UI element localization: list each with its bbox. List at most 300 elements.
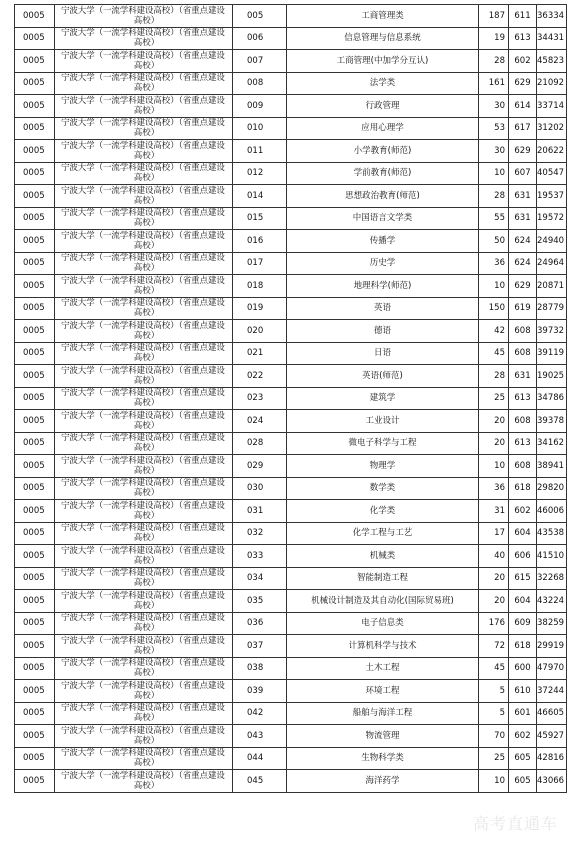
- school-name-cell: [55, 590, 233, 613]
- school-name-line1: 宁波大学（一流学科建设高校）（省重点建设: [61, 478, 225, 489]
- school-code-cell: 0005: [15, 432, 55, 455]
- table-row: [15, 635, 567, 658]
- min-score-cell: 605: [509, 747, 537, 770]
- school-name-line2: 高校）: [133, 398, 160, 409]
- table-row: [15, 545, 567, 568]
- school-name-line1: 宁波大学（一流学科建设高校）（省重点建设: [61, 433, 225, 444]
- school-code-cell: 0005: [15, 387, 55, 410]
- min-score-cell: 604: [509, 522, 537, 545]
- major-name-cell: 法学类: [287, 72, 479, 95]
- school-name-line1: 宁波大学（一流学科建设高校）（省重点建设: [61, 613, 225, 624]
- major-name-cell: 船舶与海洋工程: [287, 702, 479, 725]
- min-score-cell: 631: [509, 365, 537, 388]
- table-row: [15, 162, 567, 185]
- school-name-line1: 宁波大学（一流学科建设高校）（省重点建设: [61, 635, 225, 646]
- school-name-line2: 高校）: [133, 240, 160, 251]
- major-name-cell: 应用心理学: [287, 117, 479, 140]
- school-name-cell: [55, 162, 233, 185]
- major-code-cell: 015: [233, 207, 287, 230]
- school-name-line2: 高校）: [133, 645, 160, 656]
- table-row: [15, 117, 567, 140]
- school-name-cell: [55, 275, 233, 298]
- school-name-line2: 高校）: [133, 713, 160, 724]
- major-code-cell: 020: [233, 320, 287, 343]
- major-name-cell: 德语: [287, 320, 479, 343]
- table-row: [15, 680, 567, 703]
- plan-count-cell: 45: [479, 342, 509, 365]
- school-name-line2: 高校）: [133, 353, 160, 364]
- school-code-cell: 0005: [15, 185, 55, 208]
- major-code-cell: 012: [233, 162, 287, 185]
- school-name-line1: 宁波大学（一流学科建设高校）（省重点建设: [61, 658, 225, 669]
- plan-count-cell: 20: [479, 567, 509, 590]
- min-score-cell: 613: [509, 387, 537, 410]
- min-score-cell: 631: [509, 207, 537, 230]
- school-name-line1: 宁波大学（一流学科建设高校）（省重点建设: [61, 523, 225, 534]
- school-name-line2: 高校）: [133, 623, 160, 634]
- school-code-cell: 0005: [15, 252, 55, 275]
- major-name-cell: 化学工程与工艺: [287, 522, 479, 545]
- major-name-cell: 信息管理与信息系统: [287, 27, 479, 50]
- min-rank-cell: 28779: [537, 297, 567, 320]
- plan-count-cell: 150: [479, 297, 509, 320]
- major-name-cell: 土木工程: [287, 657, 479, 680]
- major-name-cell: 生物科学类: [287, 747, 479, 770]
- school-name-cell: [55, 477, 233, 500]
- table-row: [15, 207, 567, 230]
- school-name-line1: 宁波大学（一流学科建设高校）（省重点建设: [61, 275, 225, 286]
- major-code-cell: 014: [233, 185, 287, 208]
- table-row: [15, 657, 567, 680]
- major-code-cell: 039: [233, 680, 287, 703]
- min-score-cell: 602: [509, 50, 537, 73]
- table-row: [15, 27, 567, 50]
- school-name-line1: 宁波大学（一流学科建设高校）（省重点建设: [61, 680, 225, 691]
- major-code-cell: 030: [233, 477, 287, 500]
- school-name-line1: 宁波大学（一流学科建设高校）（省重点建设: [61, 185, 225, 196]
- table-row: [15, 50, 567, 73]
- min-rank-cell: 20871: [537, 275, 567, 298]
- min-score-cell: 608: [509, 410, 537, 433]
- plan-count-cell: 45: [479, 657, 509, 680]
- school-name-line2: 高校）: [133, 38, 160, 49]
- school-name-line2: 高校）: [133, 15, 160, 26]
- school-name-line1: 宁波大学（一流学科建设高校）（省重点建设: [61, 725, 225, 736]
- major-name-cell: 物流管理: [287, 725, 479, 748]
- school-name-line2: 高校）: [133, 555, 160, 566]
- major-code-cell: 034: [233, 567, 287, 590]
- plan-count-cell: 28: [479, 185, 509, 208]
- school-code-cell: 0005: [15, 365, 55, 388]
- school-name-line2: 高校）: [133, 308, 160, 319]
- school-name-line2: 高校）: [133, 780, 160, 791]
- plan-count-cell: 20: [479, 590, 509, 613]
- school-name-cell: [55, 117, 233, 140]
- min-rank-cell: 39732: [537, 320, 567, 343]
- school-code-cell: 0005: [15, 702, 55, 725]
- school-code-cell: 0005: [15, 72, 55, 95]
- school-name-line1: 宁波大学（一流学科建设高校）（省重点建设: [61, 568, 225, 579]
- school-name-line1: 宁波大学（一流学科建设高校）（省重点建设: [61, 73, 225, 84]
- plan-count-cell: 17: [479, 522, 509, 545]
- major-name-cell: 数学类: [287, 477, 479, 500]
- school-name-cell: [55, 657, 233, 680]
- school-code-cell: 0005: [15, 95, 55, 118]
- major-name-cell: 环境工程: [287, 680, 479, 703]
- school-code-cell: 0005: [15, 612, 55, 635]
- school-code-cell: 0005: [15, 230, 55, 253]
- plan-count-cell: 55: [479, 207, 509, 230]
- table-row: [15, 185, 567, 208]
- school-name-line2: 高校）: [133, 533, 160, 544]
- min-score-cell: 614: [509, 95, 537, 118]
- major-code-cell: 019: [233, 297, 287, 320]
- table-row: [15, 72, 567, 95]
- plan-count-cell: 72: [479, 635, 509, 658]
- plan-count-cell: 36: [479, 252, 509, 275]
- major-code-cell: 006: [233, 27, 287, 50]
- school-name-cell: [55, 230, 233, 253]
- school-code-cell: 0005: [15, 590, 55, 613]
- school-name-cell: [55, 342, 233, 365]
- table-row: [15, 567, 567, 590]
- major-name-cell: 电子信息类: [287, 612, 479, 635]
- min-rank-cell: 21092: [537, 72, 567, 95]
- min-score-cell: 618: [509, 477, 537, 500]
- table-row: [15, 477, 567, 500]
- school-name-line2: 高校）: [133, 488, 160, 499]
- school-name-line2: 高校）: [133, 150, 160, 161]
- min-score-cell: 611: [509, 5, 537, 28]
- major-name-cell: 物理学: [287, 455, 479, 478]
- school-name-line2: 高校）: [133, 173, 160, 184]
- min-score-cell: 608: [509, 342, 537, 365]
- school-name-line2: 高校）: [133, 668, 160, 679]
- min-rank-cell: 19025: [537, 365, 567, 388]
- min-rank-cell: 43066: [537, 770, 567, 793]
- plan-count-cell: 5: [479, 680, 509, 703]
- major-code-cell: 038: [233, 657, 287, 680]
- min-score-cell: 610: [509, 680, 537, 703]
- school-name-line2: 高校）: [133, 690, 160, 701]
- school-name-cell: [55, 387, 233, 410]
- major-code-cell: 037: [233, 635, 287, 658]
- min-rank-cell: 47970: [537, 657, 567, 680]
- school-name-line1: 宁波大学（一流学科建设高校）（省重点建设: [61, 230, 225, 241]
- school-name-line2: 高校）: [133, 263, 160, 274]
- school-name-cell: [55, 297, 233, 320]
- min-score-cell: 618: [509, 635, 537, 658]
- school-name-line2: 高校）: [133, 375, 160, 386]
- school-name-line2: 高校）: [133, 195, 160, 206]
- plan-count-cell: 50: [479, 230, 509, 253]
- school-code-cell: 0005: [15, 275, 55, 298]
- major-code-cell: 011: [233, 140, 287, 163]
- school-code-cell: 0005: [15, 770, 55, 793]
- table-row: [15, 455, 567, 478]
- plan-count-cell: 40: [479, 545, 509, 568]
- school-name-line1: 宁波大学（一流学科建设高校）（省重点建设: [61, 500, 225, 511]
- plan-count-cell: 161: [479, 72, 509, 95]
- min-rank-cell: 32268: [537, 567, 567, 590]
- min-rank-cell: 41510: [537, 545, 567, 568]
- major-name-cell: 建筑学: [287, 387, 479, 410]
- table-body: [15, 5, 567, 793]
- school-code-cell: 0005: [15, 117, 55, 140]
- table-row: [15, 5, 567, 28]
- major-code-cell: 045: [233, 770, 287, 793]
- school-name-line2: 高校）: [133, 600, 160, 611]
- min-score-cell: 613: [509, 432, 537, 455]
- school-code-cell: 0005: [15, 50, 55, 73]
- school-name-cell: [55, 72, 233, 95]
- school-name-cell: [55, 95, 233, 118]
- major-code-cell: 017: [233, 252, 287, 275]
- school-name-cell: [55, 545, 233, 568]
- school-name-line2: 高校）: [133, 578, 160, 589]
- table-row: [15, 500, 567, 523]
- school-name-cell: [55, 567, 233, 590]
- school-name-line1: 宁波大学（一流学科建设高校）（省重点建设: [61, 388, 225, 399]
- school-name-cell: [55, 207, 233, 230]
- school-name-line2: 高校）: [133, 443, 160, 454]
- school-code-cell: 0005: [15, 635, 55, 658]
- major-code-cell: 028: [233, 432, 287, 455]
- school-name-cell: [55, 50, 233, 73]
- min-rank-cell: 29919: [537, 635, 567, 658]
- school-name-line1: 宁波大学（一流学科建设高校）（省重点建设: [61, 28, 225, 39]
- school-code-cell: 0005: [15, 657, 55, 680]
- min-rank-cell: 42816: [537, 747, 567, 770]
- school-name-cell: [55, 432, 233, 455]
- min-score-cell: 609: [509, 612, 537, 635]
- min-rank-cell: 19572: [537, 207, 567, 230]
- min-score-cell: 604: [509, 590, 537, 613]
- school-name-cell: [55, 725, 233, 748]
- min-score-cell: 602: [509, 725, 537, 748]
- major-name-cell: 微电子科学与工程: [287, 432, 479, 455]
- school-name-line2: 高校）: [133, 758, 160, 769]
- major-name-cell: 智能制造工程: [287, 567, 479, 590]
- min-score-cell: 607: [509, 162, 537, 185]
- min-rank-cell: 24940: [537, 230, 567, 253]
- school-name-line1: 宁波大学（一流学科建设高校）（省重点建设: [61, 770, 225, 781]
- school-name-cell: [55, 140, 233, 163]
- table-row: [15, 342, 567, 365]
- min-rank-cell: 38941: [537, 455, 567, 478]
- min-score-cell: 619: [509, 297, 537, 320]
- min-score-cell: 613: [509, 27, 537, 50]
- school-name-cell: [55, 365, 233, 388]
- min-rank-cell: 39378: [537, 410, 567, 433]
- major-code-cell: 032: [233, 522, 287, 545]
- min-score-cell: 606: [509, 545, 537, 568]
- school-name-cell: [55, 770, 233, 793]
- table-row: [15, 320, 567, 343]
- min-rank-cell: 24964: [537, 252, 567, 275]
- school-name-line1: 宁波大学（一流学科建设高校）（省重点建设: [61, 118, 225, 129]
- school-code-cell: 0005: [15, 500, 55, 523]
- major-name-cell: 中国语言文学类: [287, 207, 479, 230]
- major-name-cell: 历史学: [287, 252, 479, 275]
- major-code-cell: 024: [233, 410, 287, 433]
- school-name-cell: [55, 612, 233, 635]
- school-name-cell: [55, 680, 233, 703]
- school-name-line1: 宁波大学（一流学科建设高校）（省重点建设: [61, 253, 225, 264]
- plan-count-cell: 176: [479, 612, 509, 635]
- school-name-line2: 高校）: [133, 420, 160, 431]
- school-name-line1: 宁波大学（一流学科建设高校）（省重点建设: [61, 343, 225, 354]
- plan-count-cell: 28: [479, 50, 509, 73]
- major-code-cell: 044: [233, 747, 287, 770]
- plan-count-cell: 30: [479, 140, 509, 163]
- min-score-cell: 631: [509, 185, 537, 208]
- plan-count-cell: 42: [479, 320, 509, 343]
- table-row: [15, 522, 567, 545]
- school-name-cell: [55, 702, 233, 725]
- plan-count-cell: 25: [479, 387, 509, 410]
- school-code-cell: 0005: [15, 162, 55, 185]
- school-code-cell: 0005: [15, 522, 55, 545]
- table-row: [15, 252, 567, 275]
- plan-count-cell: 5: [479, 702, 509, 725]
- table-row: [15, 770, 567, 793]
- major-code-cell: 043: [233, 725, 287, 748]
- min-rank-cell: 43538: [537, 522, 567, 545]
- min-score-cell: 601: [509, 702, 537, 725]
- school-code-cell: 0005: [15, 410, 55, 433]
- table-row: [15, 612, 567, 635]
- plan-count-cell: 10: [479, 770, 509, 793]
- min-score-cell: 629: [509, 72, 537, 95]
- major-name-cell: 工业设计: [287, 410, 479, 433]
- major-name-cell: 化学类: [287, 500, 479, 523]
- school-name-line1: 宁波大学（一流学科建设高校）（省重点建设: [61, 365, 225, 376]
- school-name-line1: 宁波大学（一流学科建设高校）（省重点建设: [61, 455, 225, 466]
- major-name-cell: 学前教育(师范): [287, 162, 479, 185]
- major-code-cell: 016: [233, 230, 287, 253]
- school-name-line2: 高校）: [133, 735, 160, 746]
- school-name-line2: 高校）: [133, 60, 160, 71]
- major-code-cell: 010: [233, 117, 287, 140]
- min-rank-cell: 46006: [537, 500, 567, 523]
- school-name-line1: 宁波大学（一流学科建设高校）（省重点建设: [61, 163, 225, 174]
- school-name-line2: 高校）: [133, 465, 160, 476]
- table-row: [15, 365, 567, 388]
- major-name-cell: 行政管理: [287, 95, 479, 118]
- table-row: [15, 95, 567, 118]
- school-name-line1: 宁波大学（一流学科建设高校）（省重点建设: [61, 545, 225, 556]
- min-rank-cell: 40547: [537, 162, 567, 185]
- school-code-cell: 0005: [15, 5, 55, 28]
- plan-count-cell: 28: [479, 365, 509, 388]
- plan-count-cell: 31: [479, 500, 509, 523]
- table-row: [15, 387, 567, 410]
- major-code-cell: 035: [233, 590, 287, 613]
- school-code-cell: 0005: [15, 545, 55, 568]
- table-row: [15, 297, 567, 320]
- school-name-cell: [55, 185, 233, 208]
- school-name-line2: 高校）: [133, 510, 160, 521]
- min-rank-cell: 20622: [537, 140, 567, 163]
- plan-count-cell: 187: [479, 5, 509, 28]
- major-code-cell: 023: [233, 387, 287, 410]
- table-row: [15, 725, 567, 748]
- major-name-cell: 海洋药学: [287, 770, 479, 793]
- min-score-cell: 605: [509, 770, 537, 793]
- school-name-line1: 宁波大学（一流学科建设高校）（省重点建设: [61, 703, 225, 714]
- table-row: [15, 275, 567, 298]
- major-name-cell: 机械设计制造及其自动化(国际贸易班): [287, 590, 479, 613]
- table-row: [15, 432, 567, 455]
- plan-count-cell: 20: [479, 432, 509, 455]
- plan-count-cell: 19: [479, 27, 509, 50]
- major-name-cell: 小学教育(师范): [287, 140, 479, 163]
- min-rank-cell: 46605: [537, 702, 567, 725]
- min-rank-cell: 34162: [537, 432, 567, 455]
- min-rank-cell: 37244: [537, 680, 567, 703]
- major-name-cell: 英语: [287, 297, 479, 320]
- school-code-cell: 0005: [15, 342, 55, 365]
- min-score-cell: 615: [509, 567, 537, 590]
- min-rank-cell: 29820: [537, 477, 567, 500]
- table-row: [15, 747, 567, 770]
- major-name-cell: 机械类: [287, 545, 479, 568]
- school-name-cell: [55, 635, 233, 658]
- min-rank-cell: 34431: [537, 27, 567, 50]
- major-code-cell: 008: [233, 72, 287, 95]
- major-name-cell: 工商管理(中加学分互认): [287, 50, 479, 73]
- min-score-cell: 608: [509, 455, 537, 478]
- major-code-cell: 031: [233, 500, 287, 523]
- major-name-cell: 工商管理类: [287, 5, 479, 28]
- min-rank-cell: 33714: [537, 95, 567, 118]
- school-name-line1: 宁波大学（一流学科建设高校）（省重点建设: [61, 208, 225, 219]
- school-name-line1: 宁波大学（一流学科建设高校）（省重点建设: [61, 410, 225, 421]
- school-code-cell: 0005: [15, 680, 55, 703]
- min-score-cell: 629: [509, 275, 537, 298]
- school-name-line2: 高校）: [133, 330, 160, 341]
- watermark: 高考直通车: [472, 814, 558, 833]
- school-name-cell: [55, 27, 233, 50]
- major-code-cell: 036: [233, 612, 287, 635]
- min-score-cell: 600: [509, 657, 537, 680]
- school-code-cell: 0005: [15, 477, 55, 500]
- min-rank-cell: 45823: [537, 50, 567, 73]
- school-name-cell: [55, 320, 233, 343]
- school-code-cell: 0005: [15, 297, 55, 320]
- school-code-cell: 0005: [15, 567, 55, 590]
- major-name-cell: 传播学: [287, 230, 479, 253]
- table-row: [15, 590, 567, 613]
- major-code-cell: 021: [233, 342, 287, 365]
- major-code-cell: 033: [233, 545, 287, 568]
- school-name-line1: 宁波大学（一流学科建设高校）（省重点建设: [61, 140, 225, 151]
- school-name-cell: [55, 252, 233, 275]
- min-score-cell: 624: [509, 230, 537, 253]
- school-code-cell: 0005: [15, 455, 55, 478]
- table-row: [15, 230, 567, 253]
- school-code-cell: 0005: [15, 140, 55, 163]
- plan-count-cell: 25: [479, 747, 509, 770]
- school-name-line2: 高校）: [133, 105, 160, 116]
- school-name-line1: 宁波大学（一流学科建设高校）（省重点建设: [61, 95, 225, 106]
- school-code-cell: 0005: [15, 747, 55, 770]
- school-name-line2: 高校）: [133, 83, 160, 94]
- school-name-line1: 宁波大学（一流学科建设高校）（省重点建设: [61, 298, 225, 309]
- min-score-cell: 629: [509, 140, 537, 163]
- school-name-line2: 高校）: [133, 218, 160, 229]
